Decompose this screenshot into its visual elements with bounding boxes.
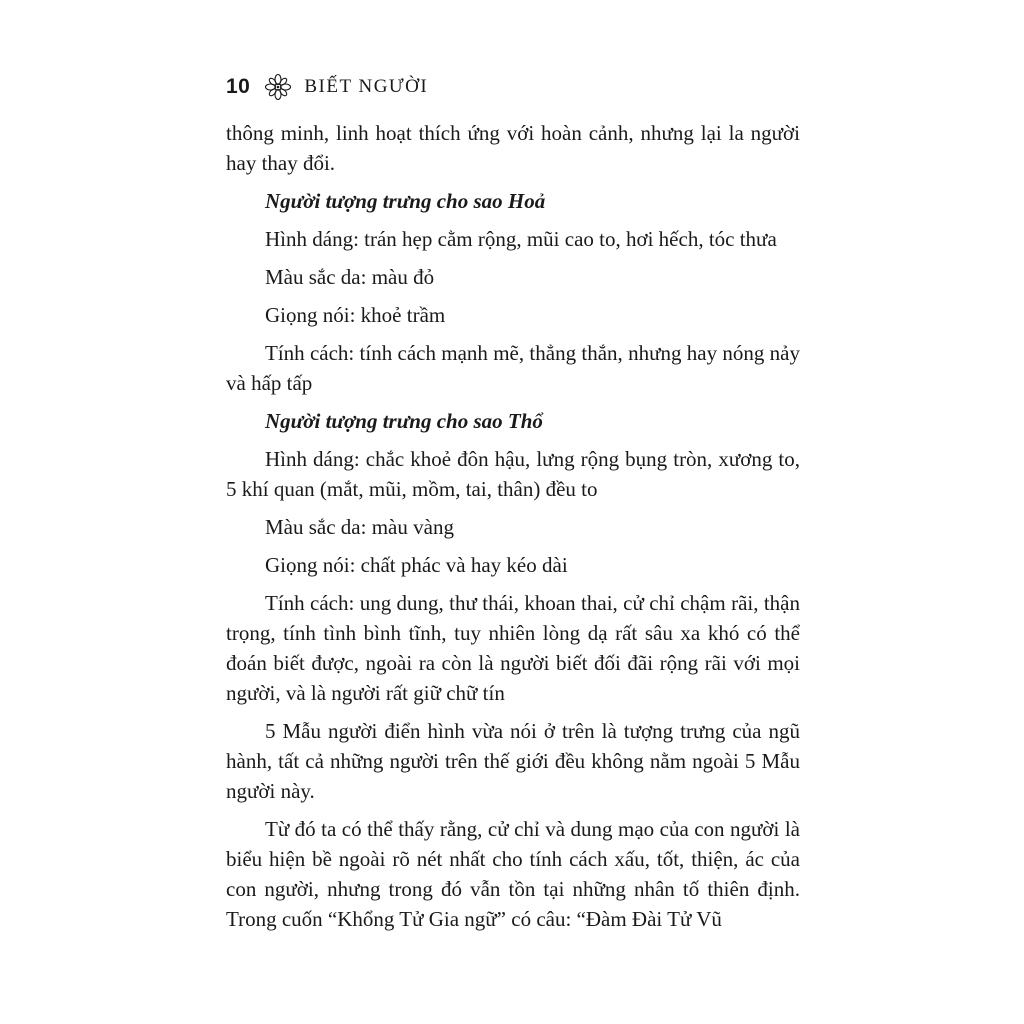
page-body (226, 118, 800, 942)
paragraph: Hình dáng: chắc khoẻ đôn hậu, lưng rộng bụng tròn, xương to, 5 khí quan (mắt, mũi, mồm, tai, thân) đều to (226, 447, 800, 501)
page-header (226, 72, 428, 102)
section-heading-tho: Người tượng trưng cho sao Thổ (265, 409, 543, 433)
paragraph: Từ đó ta có thể thấy rằng, cử chỉ và dung mạo của con người là biểu hiện bề ngoài rõ nét nhất cho tính cách xấu, tốt, thiện, ác của con người, nhưng trong đó vẫn tồn tại những nhân tố thiên định. Trong cuốn “Khổng Tử Gia ngữ” có câu: “Đàm Đài Tử Vũ (226, 817, 800, 931)
paragraph: Màu sắc da: màu đỏ (265, 265, 435, 289)
paragraph: Tính cách: ung dung, thư thái, khoan thai, cử chỉ chậm rãi, thận trọng, tính tình bình tĩnh, tuy nhiên lòng dạ rất sâu xa khó có thể đoán biết được, ngoài ra còn là người biết đối đãi rộng rãi với mọi người, và là người rất giữ chữ tín (226, 591, 800, 705)
continuation-paragraph: thông minh, linh hoạt thích ứng với hoàn cảnh, nhưng lại la người hay thay đổi. (226, 121, 800, 175)
section-heading-hoa: Người tượng trưng cho sao Hoả (265, 189, 546, 213)
lotus-ornament-icon (264, 73, 292, 101)
paragraph: Tính cách: tính cách mạnh mẽ, thẳng thắn, nhưng hay nóng nảy và hấp tấp (226, 341, 800, 395)
paragraph: Màu sắc da: màu vàng (265, 515, 454, 539)
paragraph: Giọng nói: khoẻ trầm (265, 303, 446, 327)
page-number: 10 (226, 75, 251, 98)
running-title: BIẾT NGƯỜI (304, 76, 429, 97)
paragraph: Hình dáng: trán hẹp cằm rộng, mũi cao to, hơi hếch, tóc thưa (265, 227, 777, 251)
paragraph: Giọng nói: chất phác và hay kéo dài (265, 553, 568, 577)
paragraph: 5 Mẫu người điển hình vừa nói ở trên là tượng trưng của ngũ hành, tất cả những người trên thế giới đều không nằm ngoài 5 Mẫu người này. (226, 719, 800, 803)
